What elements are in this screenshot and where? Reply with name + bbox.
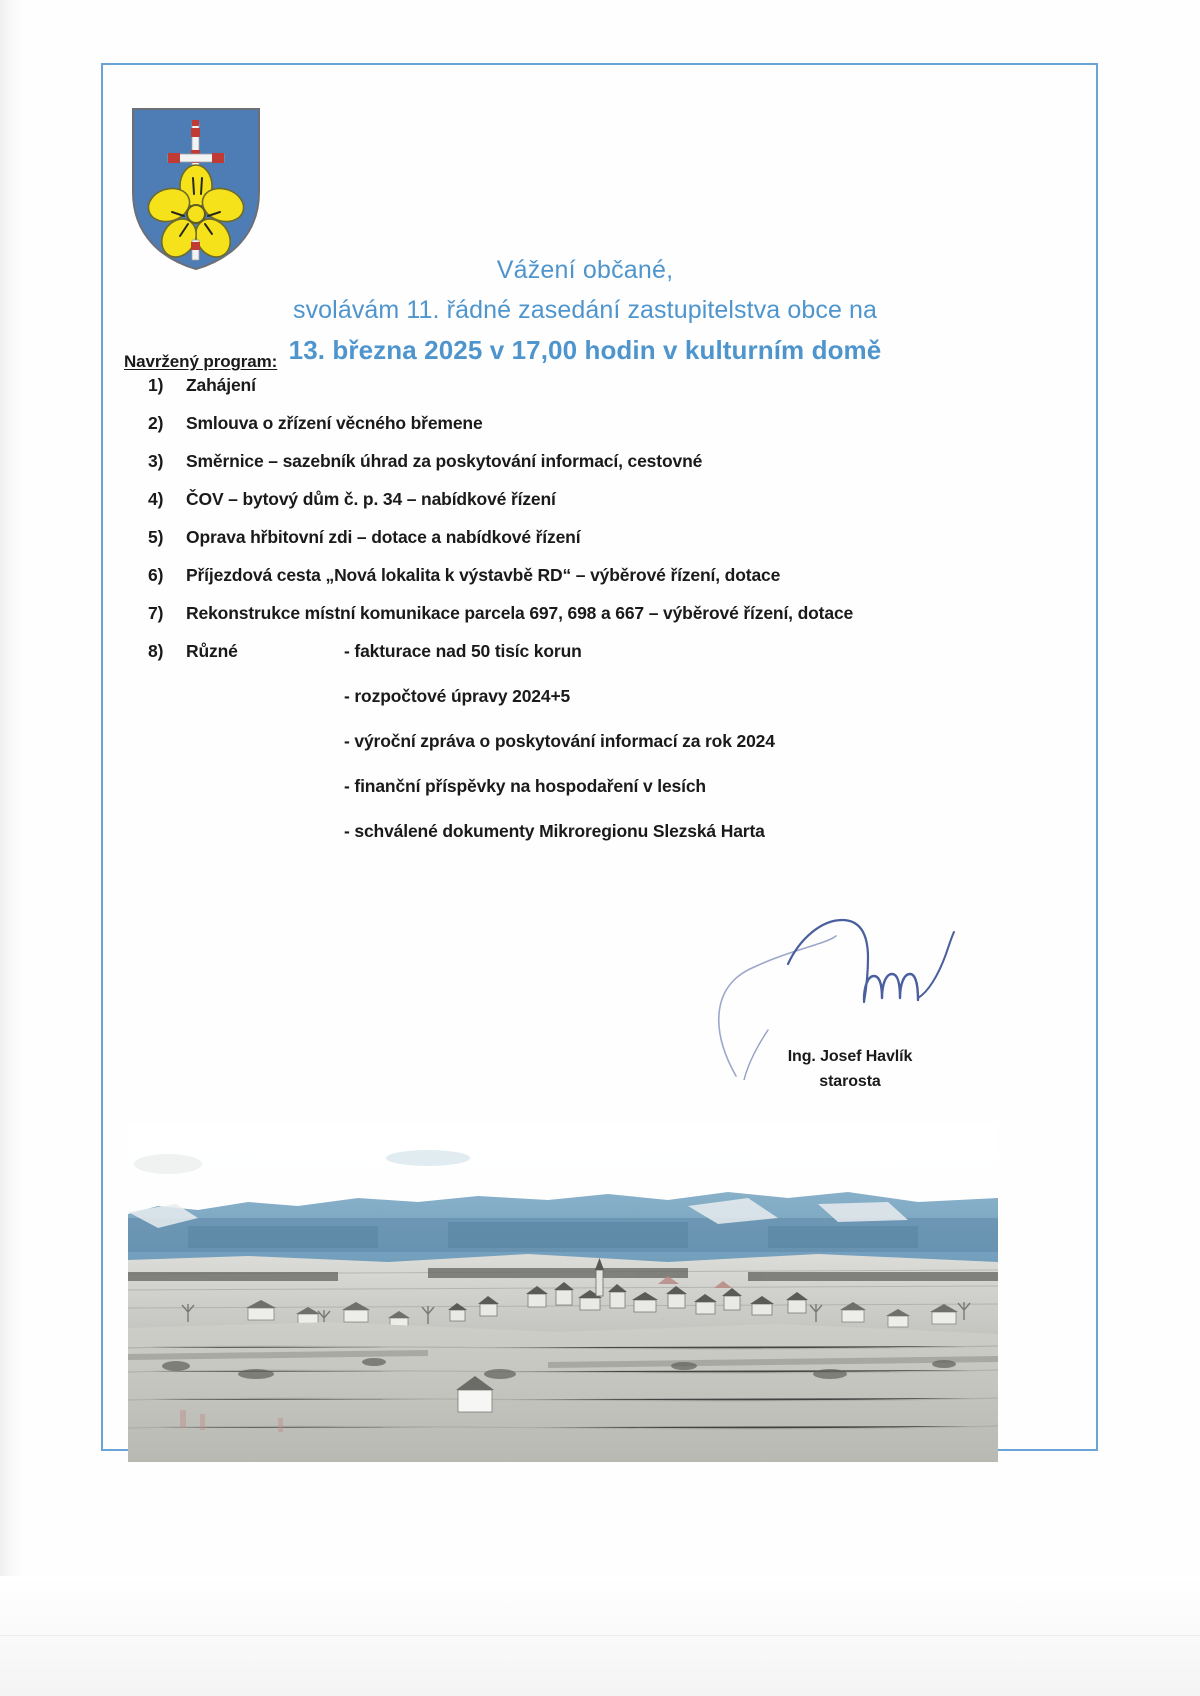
signature-role: starosta (819, 1073, 881, 1090)
program-item-label: Oprava hřbitovní zdi – dotace a nabídkové řízení (186, 527, 581, 547)
heading-salutation: Vážení občané, (496, 256, 674, 284)
program-item (148, 488, 1028, 510)
program-item-label: ČOV – bytový dům č. p. 34 – nabídkové řízení (186, 489, 556, 509)
program-item (148, 374, 1028, 396)
program-item-number: 4) (148, 489, 164, 509)
program-item-number: 8) (148, 641, 164, 661)
program-item-number: 3) (148, 451, 164, 471)
program-item-number: 1) (148, 375, 164, 395)
village-panorama-photo (128, 1122, 998, 1462)
program-item-number: 7) (148, 603, 164, 623)
signature-block (640, 880, 1000, 1090)
program-item-various (148, 640, 1028, 842)
program-item-label: Směrnice – sazebník úhrad za poskytování informací, cestovné (186, 451, 703, 471)
coat-of-arms-emblem (130, 106, 262, 272)
program-item-number: 6) (148, 565, 164, 585)
program-item-number: 2) (148, 413, 164, 433)
program-subitem: - schválené dokumenty Mikroregionu Slezská Harta (344, 821, 765, 841)
program-item (148, 602, 1028, 624)
program-item (148, 450, 1028, 472)
program-item-label: Různé (186, 641, 238, 661)
program-heading: Navržený program: (124, 352, 278, 371)
program-subitem: - fakturace nad 50 tisíc korun (344, 641, 582, 661)
scan-streak (0, 1635, 1200, 1636)
scan-edge-bottom (0, 1576, 1200, 1696)
program-item-label: Zahájení (186, 375, 256, 395)
program-item-number: 5) (148, 527, 164, 547)
invitation-heading (190, 250, 980, 370)
signature-name: Ing. Josef Havlík (787, 1048, 913, 1065)
program-item (148, 564, 1028, 586)
program-subitem: - výroční zpráva o poskytování informací za rok 2024 (344, 731, 775, 751)
heading-convocation: svolávám 11. řádné zasedání zastupitelstva obce na (292, 296, 878, 324)
program-subitem-list (344, 640, 1028, 842)
heading-datetime-venue: 13. března 2025 v 17,00 hodin v kulturním domě (288, 335, 882, 365)
program-subitem: - finanční příspěvky na hospodaření v lesích (344, 776, 706, 796)
program-item (148, 412, 1028, 434)
program-item-label: Rekonstrukce místní komunikace parcela 697, 698 a 667 – výběrové řízení, dotace (186, 603, 854, 623)
program-subitem: - rozpočtové úpravy 2024+5 (344, 686, 571, 706)
program-item-label: Příjezdová cesta „Nová lokalita k výstavbě RD“ – výběrové řízení, dotace (186, 565, 781, 585)
program-item-label: Smlouva o zřízení věcného břemene (186, 413, 483, 433)
scan-edge-left (0, 0, 26, 1696)
program-list (148, 374, 1028, 842)
program-item (148, 526, 1028, 548)
